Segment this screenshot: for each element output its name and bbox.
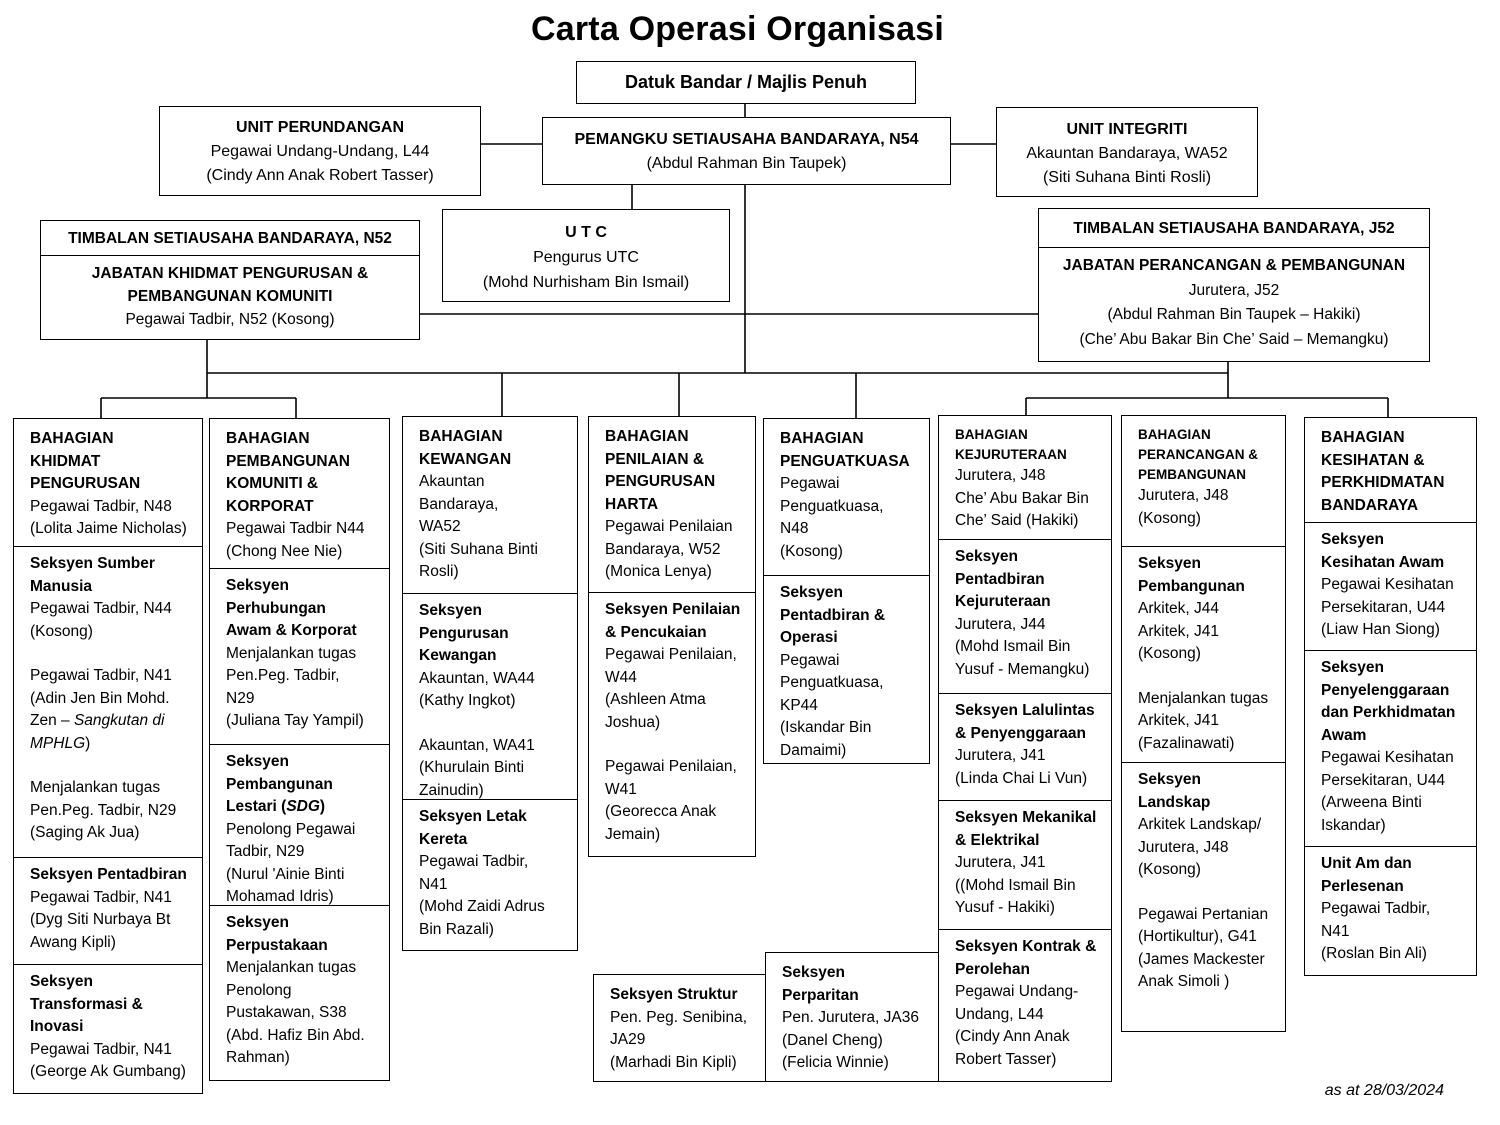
section-line: Pegawai Undang-	[955, 983, 1079, 1000]
column-kejuruteraan	[938, 415, 1112, 1082]
section-title: Lestari (SDG)	[226, 798, 326, 815]
tsb-right-title: JABATAN PERANCANGAN & PEMBANGUNAN	[1062, 257, 1406, 274]
section-title: Seksyen	[780, 584, 843, 601]
utc-title: U T C	[565, 224, 607, 241]
tsb-right-line: Jurutera, J52	[1188, 281, 1280, 299]
section-title: Seksyen	[419, 602, 482, 619]
section-title: Seksyen Lalulintas	[955, 702, 1095, 719]
seksyen-block	[764, 575, 929, 762]
section-title: BANDARAYA	[1321, 496, 1419, 514]
section-title: Perolehan	[955, 960, 1030, 978]
section-title: Perlesenan	[1321, 877, 1404, 895]
section-title: Seksyen Pentadbiran	[30, 866, 187, 883]
section-line: Pegawai Tadbir, N41	[30, 667, 172, 684]
section-line: (Ashleen Atma	[605, 691, 706, 708]
section-line: (James Mackester	[1138, 950, 1265, 968]
section-line: Pegawai Tadbir,	[1321, 900, 1431, 917]
section-line: Arkitek, J44	[1138, 600, 1219, 617]
bahagian-header	[766, 953, 938, 1075]
unit-integriti-line: Akauntan Bandaraya, WA52	[1026, 145, 1228, 162]
section-line: Menjalankan tugas	[226, 644, 357, 662]
section-line: (George Ak Gumbang)	[30, 1063, 186, 1080]
section-line: Joshua)	[605, 713, 661, 731]
section-line: Pegawai Pertanian	[1138, 905, 1269, 923]
seksyen-block	[1122, 762, 1285, 994]
section-title: BAHAGIAN	[605, 428, 689, 445]
section-line: Arkitek, J41	[1138, 712, 1219, 729]
tsb-left-header: TIMBALAN SETIAUSAHA BANDARAYA, N52	[41, 221, 419, 256]
section-title: & Penyenggaraan	[955, 724, 1086, 742]
seksyen-block	[1122, 546, 1285, 755]
section-line: Pegawai Tadbir, N41	[30, 1040, 172, 1058]
seksyen-block	[589, 592, 755, 846]
section-line: N29	[226, 689, 255, 707]
section-title: Pengurusan	[419, 624, 509, 642]
section-line: (Georecca Anak	[605, 803, 717, 820]
section-line: (Siti Suhana Binti	[419, 540, 538, 558]
unit-integriti-box	[996, 107, 1258, 197]
tsb-right-box	[1038, 208, 1430, 362]
section-line: (Khurulain Binti	[419, 759, 525, 776]
page-title: Carta Operasi Organisasi	[531, 10, 944, 48]
section-title: Seksyen	[1321, 659, 1384, 676]
bahagian-header	[764, 419, 929, 563]
section-line: Pegawai Penilaian	[605, 518, 733, 535]
section-line: (Kosong)	[1138, 861, 1201, 878]
tsb-left-line: Pegawai Tadbir, N52 (Kosong)	[125, 311, 335, 328]
section-line: Menjalankan tugas	[226, 959, 357, 976]
section-line: (Felicia Winnie)	[782, 1054, 889, 1071]
section-line: Damaimi)	[780, 741, 847, 759]
section-line: Jurutera, J41	[955, 747, 1046, 764]
section-line: (Arweena Binti	[1321, 794, 1422, 811]
section-line: (Lolita Jaime Nicholas)	[30, 520, 187, 537]
seksyen-struktur-box	[593, 974, 767, 1082]
section-title: PERANCANGAN &	[1138, 447, 1259, 462]
section-title: Seksyen Sumber	[30, 555, 155, 572]
seksyen-block	[14, 857, 202, 954]
column-penguatkuasa	[763, 418, 930, 764]
column-kesihatan	[1304, 417, 1477, 976]
unit-integriti-line: (Siti Suhana Binti Rosli)	[1042, 169, 1212, 186]
section-title: Kereta	[419, 830, 468, 848]
section-title: BAHAGIAN	[1138, 427, 1211, 442]
section-line: N41	[419, 875, 448, 893]
seksyen-block	[1305, 522, 1476, 642]
section-line: Bandaraya, W52	[605, 540, 721, 558]
section-title: PERKHIDMATAN	[1321, 474, 1445, 491]
section-line: Arkitek, J41	[1138, 622, 1219, 640]
section-line: Zainudin)	[419, 781, 484, 799]
section-line: Robert Tasser)	[955, 1050, 1057, 1068]
section-title: PEMBANGUNAN	[226, 452, 350, 470]
utc-line: (Mohd Nurhisham Bin Ismail)	[482, 274, 690, 291]
section-line: Akauntan, WA41	[419, 736, 535, 754]
column-penilaian	[588, 416, 756, 857]
section-title: Seksyen Mekanikal	[955, 809, 1097, 826]
section-line: (Mohd Ismail Bin	[955, 638, 1071, 655]
section-title: Seksyen	[782, 964, 845, 981]
section-title: Pembangunan	[1138, 577, 1245, 595]
section-line: Pegawai Tadbir, N48	[30, 497, 172, 515]
section-line: Pustakawan, S38	[226, 1004, 347, 1021]
section-title: Inovasi	[30, 1018, 84, 1035]
section-title: Perparitan	[782, 986, 859, 1004]
section-title: BAHAGIAN	[955, 427, 1028, 442]
section-title: Seksyen	[30, 973, 93, 990]
section-title: Seksyen Kontrak &	[955, 938, 1097, 955]
section-line: (Mohd Zaidi Adrus	[419, 898, 545, 915]
section-line: W41	[605, 780, 637, 798]
section-line: Akauntan	[419, 473, 485, 490]
section-line: Penolong Pegawai	[226, 820, 356, 838]
tsb-right-line: (Abdul Rahman Bin Taupek – Hakiki)	[1107, 306, 1361, 323]
section-line: WA52	[419, 518, 461, 535]
section-title: HARTA	[605, 495, 659, 513]
section-line: (Juliana Tay Yampil)	[226, 712, 364, 729]
section-title: Perhubungan	[226, 599, 326, 617]
section-title: Seksyen	[226, 753, 289, 770]
section-line: Jurutera, J48	[955, 467, 1046, 484]
seksyen-block	[14, 964, 202, 1084]
seksyen-block	[210, 905, 389, 1070]
section-line: (Saging Ak Jua)	[30, 824, 140, 841]
seksyen-block	[210, 568, 389, 733]
section-line: Persekitaran, U44	[1321, 598, 1446, 616]
bahagian-header	[14, 419, 202, 541]
section-title: Operasi	[780, 629, 838, 646]
section-title: KHIDMAT	[30, 452, 101, 470]
section-line: Pegawai Kesihatan	[1321, 749, 1454, 766]
section-line: Pen. Peg. Senibina,	[610, 1008, 748, 1026]
section-line: (Liaw Han Siong)	[1321, 621, 1440, 638]
pemangku-title: PEMANGKU SETIAUSAHA BANDARAYA, N54	[574, 131, 919, 148]
top-label: Datuk Bandar / Majlis Penuh	[624, 72, 868, 92]
section-line: Anak Simoli )	[1138, 973, 1230, 990]
tsb-right-line: (Che’ Abu Bakar Bin Che’ Said – Memangku)	[1079, 330, 1389, 348]
tsb-left-title: PEMBANGUNAN KOMUNITI	[127, 288, 333, 305]
bahagian-header	[1305, 418, 1476, 517]
section-line: (Chong Nee Nie)	[226, 542, 343, 560]
section-line: Pen.Peg. Tadbir,	[226, 667, 340, 684]
section-title: Seksyen	[1138, 555, 1201, 572]
seksyen-block	[403, 593, 577, 802]
section-line: Pegawai Penilaian,	[605, 758, 737, 775]
section-title: Kesihatan Awam	[1321, 553, 1445, 571]
section-line: N48	[780, 520, 809, 537]
seksyen-block	[210, 744, 389, 909]
section-line: Pegawai Tadbir,	[419, 853, 529, 870]
section-title: PENILAIAN &	[605, 450, 705, 468]
bahagian-header	[403, 417, 577, 584]
column-kewangan	[402, 416, 578, 951]
seksyen-block	[1305, 846, 1476, 966]
section-line: Rosli)	[419, 563, 459, 580]
section-line: Yusuf - Hakiki)	[955, 899, 1055, 916]
unit-perundangan-line: Pegawai Undang-Undang, L44	[210, 143, 430, 160]
section-line: Pen. Jurutera, JA36	[782, 1009, 919, 1026]
section-title: Pembangunan	[226, 775, 333, 793]
bahagian-header	[594, 975, 766, 1074]
bahagian-header	[589, 417, 755, 584]
section-title: Penyelenggaraan	[1321, 681, 1450, 699]
section-title: Seksyen	[226, 914, 289, 931]
column-pembangunan-komuniti	[209, 418, 390, 1081]
section-title: Seksyen Letak	[419, 808, 527, 825]
section-title: BAHAGIAN	[1321, 429, 1405, 446]
section-line: Pegawai Penilaian,	[605, 646, 737, 663]
section-line: Iskandar)	[1321, 816, 1386, 834]
seksyen-block	[14, 546, 202, 845]
section-line: (Kosong)	[1138, 645, 1201, 662]
section-line: (Adin Jen Bin Mohd.	[30, 689, 170, 707]
section-line: Penolong	[226, 981, 292, 999]
pemangku-line: (Abdul Rahman Bin Taupek)	[646, 155, 847, 172]
section-line: Tadbir, N29	[226, 843, 305, 860]
as-at-date: as at 28/03/2024	[1324, 1082, 1444, 1099]
section-title: Pentadbiran &	[780, 606, 886, 624]
section-title: PENGUATKUASA	[780, 452, 910, 470]
section-line: Bin Razali)	[419, 920, 494, 938]
section-line: (Hortikultur), G41	[1138, 928, 1257, 945]
tsb-left-box	[40, 220, 420, 340]
section-line: Jurutera, J44	[955, 615, 1046, 633]
unit-perundangan-title: UNIT PERUNDANGAN	[236, 119, 404, 136]
section-line: Pegawai	[780, 475, 840, 492]
section-line: Persekitaran, U44	[1321, 771, 1446, 789]
section-title: Pentadbiran	[955, 570, 1045, 588]
section-line: Penguatkuasa,	[780, 497, 884, 515]
top-box	[576, 61, 916, 104]
seksyen-block	[939, 539, 1111, 681]
section-line: (Dyg Siti Nurbaya Bt	[30, 911, 171, 928]
section-line: (Fazalinawati)	[1138, 734, 1235, 752]
section-line: Che’ Abu Bakar Bin	[955, 489, 1089, 507]
tsb-right-header: TIMBALAN SETIAUSAHA BANDARAYA, J52	[1039, 209, 1429, 248]
section-title: KESIHATAN &	[1321, 451, 1425, 469]
utc-box	[442, 209, 730, 302]
spacer	[1138, 882, 1275, 904]
section-line: Zen – Sangkutan di	[30, 712, 165, 729]
section-title: Awam	[1321, 726, 1367, 744]
spacer	[419, 713, 567, 735]
bahagian-header	[939, 416, 1111, 533]
seksyen-block	[1305, 650, 1476, 837]
section-title: KEWANGAN	[419, 450, 512, 468]
section-line: Jemain)	[605, 825, 661, 843]
section-line: N41	[1321, 922, 1350, 940]
unit-perundangan-box	[159, 106, 481, 196]
bahagian-header	[210, 419, 389, 563]
section-line: Pen.Peg. Tadbir, N29	[30, 801, 177, 819]
section-title: Kejuruteraan	[955, 593, 1051, 610]
section-title: & Pencukaian	[605, 623, 707, 641]
section-line: JA29	[610, 1031, 646, 1048]
section-title: Seksyen	[955, 548, 1018, 565]
spacer	[30, 643, 192, 665]
section-line: Mohamad Idris)	[226, 888, 334, 905]
section-line: Pegawai Tadbir N44	[226, 520, 365, 537]
tsb-left-title: JABATAN KHIDMAT PENGURUSAN &	[91, 265, 369, 282]
bahagian-header	[1122, 416, 1285, 530]
spacer	[1138, 666, 1275, 688]
section-title: Unit Am dan	[1321, 855, 1412, 872]
section-title: KORPORAT	[226, 497, 314, 515]
section-title: PENGURUSAN	[30, 475, 141, 492]
section-line: Bandaraya,	[419, 495, 499, 513]
section-title: KEJURUTERAAN	[955, 447, 1067, 462]
section-line: Undang, L44	[955, 1005, 1044, 1023]
section-title: PENGURUSAN	[605, 473, 716, 490]
section-line: Pegawai Tadbir, N44	[30, 600, 172, 617]
pemangku-box	[542, 117, 951, 185]
unit-perundangan-line: (Cindy Ann Anak Robert Tasser)	[206, 167, 434, 184]
utc-line: Pengurus UTC	[533, 249, 639, 266]
section-line: (Linda Chai Li Vun)	[955, 769, 1088, 787]
section-line: Pegawai Tadbir, N41	[30, 888, 172, 906]
section-line: Awang Kipli)	[30, 933, 116, 951]
section-line: Arkitek Landskap/	[1138, 816, 1262, 833]
section-title: Transformasi &	[30, 995, 143, 1013]
section-line: (Danel Cheng)	[782, 1031, 883, 1049]
section-line: Menjalankan tugas	[1138, 689, 1269, 707]
section-line: Che’ Said (Hakiki)	[955, 512, 1079, 529]
section-line: Jurutera, J41	[955, 854, 1046, 871]
section-line: (Roslan Bin Ali)	[1321, 945, 1427, 962]
section-line: (Kathy Ingkot)	[419, 692, 516, 709]
section-line: Pegawai	[780, 651, 840, 669]
section-line: (Cindy Ann Anak	[955, 1028, 1070, 1045]
seksyen-block	[939, 929, 1111, 1071]
section-line: W44	[605, 668, 637, 686]
seksyen-block	[403, 799, 577, 941]
section-title: PEMBANGUNAN	[1138, 467, 1246, 482]
section-line: (Marhadi Bin Kipli)	[610, 1053, 737, 1071]
section-line: Rahman)	[226, 1049, 290, 1066]
section-title: Seksyen	[226, 577, 289, 594]
section-line: (Iskandar Bin	[780, 719, 872, 736]
column-khidmat-pengurusan	[13, 418, 203, 1094]
section-line: Penguatkuasa,	[780, 674, 884, 691]
section-line: (Monica Lenya)	[605, 563, 712, 580]
section-title: BAHAGIAN	[226, 430, 310, 447]
section-title: Kewangan	[419, 647, 497, 664]
section-line: ((Mohd Ismail Bin	[955, 876, 1076, 894]
section-line: Pegawai Kesihatan	[1321, 576, 1454, 593]
unit-integriti-title: UNIT INTEGRITI	[1066, 121, 1188, 138]
section-line: Jurutera, J48	[1138, 487, 1229, 504]
section-title: Seksyen Penilaian	[605, 601, 741, 618]
section-title: Manusia	[30, 577, 93, 595]
section-line: (Kosong)	[1138, 509, 1201, 527]
section-line: (Kosong)	[780, 542, 843, 560]
column-perancangan	[1121, 415, 1286, 1032]
section-title: Seksyen Struktur	[610, 986, 738, 1003]
section-line: KP44	[780, 696, 818, 714]
section-title: & Elektrikal	[955, 831, 1040, 849]
section-title: BAHAGIAN	[30, 430, 114, 447]
seksyen-block	[939, 693, 1111, 790]
section-line: (Kosong)	[30, 622, 93, 640]
section-title: BAHAGIAN	[780, 430, 864, 447]
section-line: (Abd. Hafiz Bin Abd.	[226, 1026, 365, 1044]
section-title: Seksyen	[1321, 531, 1384, 548]
section-line: Akauntan, WA44	[419, 669, 535, 687]
section-title: KOMUNITI &	[226, 475, 319, 492]
section-line: Menjalankan tugas	[30, 779, 161, 796]
spacer	[605, 734, 745, 756]
seksyen-perparitan-box	[765, 952, 939, 1082]
spacer	[30, 755, 192, 777]
section-title: Awam & Korporat	[226, 622, 357, 639]
section-line: MPHLG)	[30, 734, 91, 752]
section-title: BAHAGIAN	[419, 428, 503, 445]
section-line: Jurutera, J48	[1138, 838, 1229, 856]
seksyen-block	[939, 800, 1111, 920]
section-title: Seksyen	[1138, 771, 1201, 788]
section-title: Landskap	[1138, 793, 1211, 811]
section-title: dan Perkhidmatan	[1321, 704, 1456, 721]
section-line: Yusuf - Memangku)	[955, 660, 1090, 678]
section-title: Perpustakaan	[226, 936, 328, 954]
section-line: (Nurul 'Ainie Binti	[226, 865, 345, 883]
